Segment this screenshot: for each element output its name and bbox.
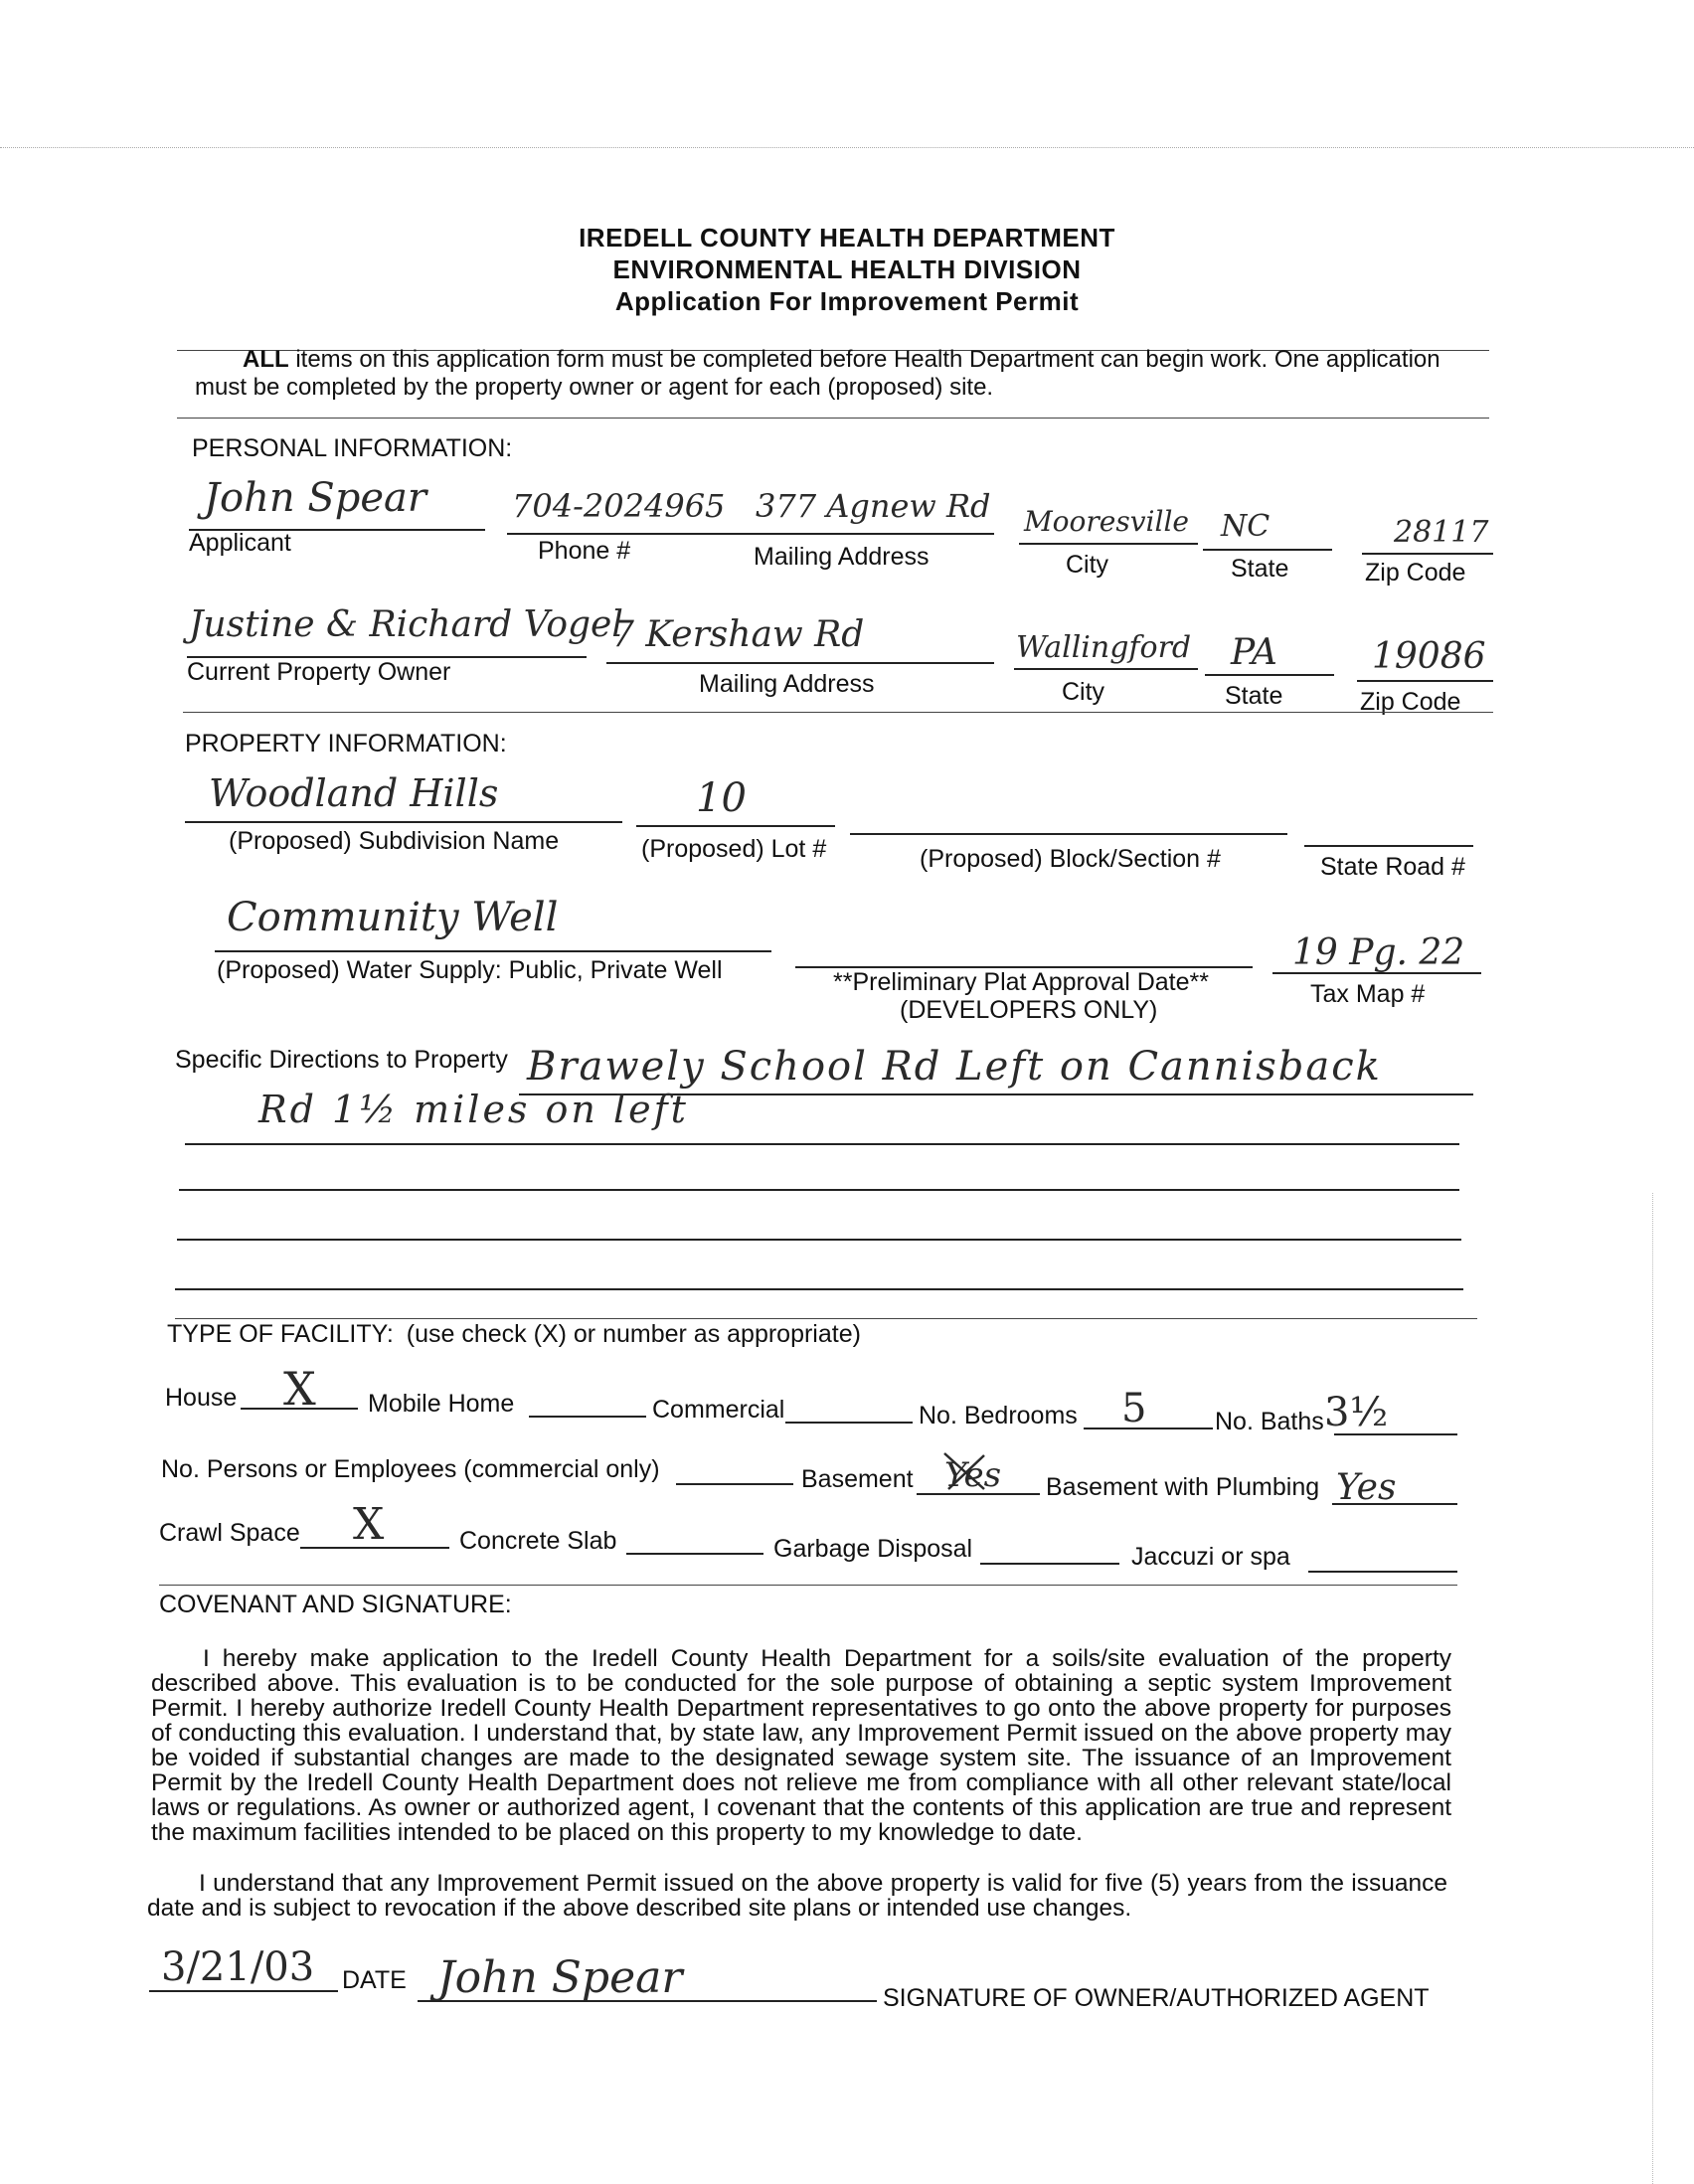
header-line1: IREDELL COUNTY HEALTH DEPARTMENT [579,223,1115,252]
facility-note: (use check (X) or number as appropriate) [406,1320,861,1348]
mobile-home-label: Mobile Home [368,1390,515,1418]
directions-line-5 [175,1288,1463,1290]
applicant-state-label: State [1231,555,1289,583]
directions-line-2 [185,1143,1459,1145]
road-label: State Road # [1320,853,1465,881]
baths-value[interactable]: 3½ [1324,1390,1389,1435]
basement-plumbing-label: Basement with Plumbing [1046,1473,1320,1501]
bedrooms-line [1084,1428,1213,1429]
concrete-slab-label: Concrete Slab [459,1527,617,1555]
signature-value[interactable]: John Spear [437,1952,683,2003]
basement-plumbing-value[interactable]: Yes [1336,1467,1397,1508]
phone-label: Phone # [538,537,631,565]
applicant-city-label: City [1066,551,1109,579]
applicant-phone-mailing-line [507,533,994,535]
directions-line-3 [179,1189,1459,1191]
header-line3: Application For Improvement Permit [614,286,1080,316]
top-border-line [0,147,1694,148]
road-line [1304,845,1473,847]
applicant-name-value[interactable]: John Spear [204,475,427,521]
intro-text [195,346,1497,402]
applicant-phone-value[interactable]: 704-2024965 [512,487,726,525]
block-line [850,833,1287,835]
owner-city-line [1014,668,1198,670]
owner-state-line [1205,674,1334,676]
owner-state-label: State [1225,682,1283,710]
applicant-label: Applicant [189,529,291,557]
date-line [149,1990,338,1992]
directions-line-4 [177,1239,1461,1241]
applicant-city-value[interactable]: Mooresville [1024,505,1189,538]
commercial-line [785,1422,913,1424]
applicant-mailing-label: Mailing Address [754,543,930,571]
directions-value-1[interactable]: Brawely School Rd Left on Cannisback [527,1044,1382,1090]
property-heading: PROPERTY INFORMATION: [185,730,507,757]
crawl-space-label: Crawl Space [159,1519,300,1547]
intro-text1: items on this application form must be completed before Health Department can begin work. One application [288,346,1440,373]
tax-map-line [1272,972,1481,974]
water-supply-line [215,950,771,952]
owner-mailing-value[interactable]: 7 Kershaw Rd [611,614,865,655]
garbage-line [980,1563,1119,1565]
basement-strike-mark [940,1449,990,1493]
date-label: DATE [342,1966,407,1994]
concrete-slab-line [626,1553,763,1555]
covenant-text-2: I understand that any Improvement Permit issued on the above property is valid for five (5) years from the issuance date and is subject to revocation if the above described site plans or intended use changes. [147,1870,1447,1922]
owner-state-value[interactable]: PA [1231,632,1277,673]
intro-lead: ALL [243,346,289,373]
lot-line [636,825,835,827]
facility-bottom-rule [159,1585,1457,1586]
subdivision-label: (Proposed) Subdivision Name [229,827,560,855]
subdivision-line [185,821,622,823]
intro-bottom-rule [177,418,1489,419]
developers-only-label: (DEVELOPERS ONLY) [900,996,1158,1024]
intro-text2: must be completed by the property owner or agent for each (proposed) site. [195,374,994,401]
applicant-mailing-value[interactable]: 377 Agnew Rd [756,487,991,525]
owner-zip-value[interactable]: 19086 [1372,636,1486,677]
covenant-paragraph-2 [147,1871,1447,1921]
header-line2: ENVIRONMENTAL HEALTH DIVISION [612,254,1082,284]
commercial-label: Commercial [652,1396,785,1424]
persons-label: No. Persons or Employees (commercial only) [161,1455,660,1483]
owner-zip-label: Zip Code [1360,688,1461,716]
covenant-heading: COVENANT AND SIGNATURE: [159,1591,512,1618]
owner-mailing-line [606,662,994,664]
owner-name-value[interactable]: Justine & Richard Vogel [189,604,623,645]
basement-label: Basement [801,1465,914,1493]
house-label: House [165,1384,238,1412]
applicant-city-line [1019,543,1198,545]
house-value[interactable]: X [283,1362,316,1416]
persons-line [676,1483,793,1485]
jacuzzi-label: Jaccuzi or spa [1131,1543,1290,1571]
directions-label: Specific Directions to Property [175,1046,508,1074]
owner-city-value[interactable]: Wallingford [1016,630,1192,665]
applicant-zip-value[interactable]: 28117 [1394,515,1489,550]
basement-value[interactable]: Yes [944,1455,1002,1495]
water-supply-label: (Proposed) Water Supply: Public, Private Well [217,956,723,984]
directions-value-2[interactable]: Rd 1½ miles on left [258,1088,689,1131]
facility-heading: TYPE OF FACILITY: [167,1320,394,1348]
date-value[interactable]: 3/21/03 [161,1944,315,1990]
plat-date-label: **Preliminary Plat Approval Date** [833,968,1209,996]
applicant-state-line [1203,549,1332,551]
baths-label: No. Baths [1215,1408,1324,1435]
owner-city-label: City [1062,678,1105,706]
block-label: (Proposed) Block/Section # [920,845,1221,873]
property-bottom-rule [175,1318,1477,1319]
personal-bottom-rule [183,712,1493,713]
garbage-label: Garbage Disposal [773,1535,973,1563]
subdivision-value[interactable]: Woodland Hills [209,771,499,815]
signature-label: SIGNATURE OF OWNER/AUTHORIZED AGENT [883,1984,1430,2012]
bedrooms-label: No. Bedrooms [919,1402,1078,1429]
signature-line [418,2000,877,2002]
covenant-text-1: I hereby make application to the Iredell County Health Department for a soils/site evaluation of the property described above. This evaluation is to be conducted for the sole purpose of obtaining a septic system Improvement Permit. I hereby authorize Iredell County Health Department representatives to go onto the above property for purposes of conducting this evaluation. I understand that, by state law, any Improvement Permit issued on the above property may be voided if substantial changes are made to the designated sewage system site. The issuance of an Improvement Permit by the Iredell County Health Department does not relieve me from compliance with all other relevant state/local laws or regulations. As owner or authorized agent, I covenant that the contents of this application are true and represent the maximum facilities intended to be placed on this property to my knowledge to date. [151,1645,1451,1846]
jacuzzi-line [1308,1571,1457,1573]
applicant-state-value[interactable]: NC [1221,509,1270,544]
right-edge-mark [1652,1193,1653,2184]
tax-map-label: Tax Map # [1310,980,1426,1008]
applicant-zip-label: Zip Code [1365,559,1466,587]
lot-label: (Proposed) Lot # [641,835,827,863]
mobile-home-line [529,1416,646,1418]
covenant-paragraph-1 [151,1646,1451,1845]
water-supply-value[interactable]: Community Well [227,895,559,940]
applicant-zip-line [1362,553,1493,555]
facility-heading-row [167,1320,861,1349]
personal-heading: PERSONAL INFORMATION: [192,434,513,462]
lot-value[interactable]: 10 [696,775,747,821]
owner-label: Current Property Owner [187,658,451,686]
owner-zip-line [1357,680,1493,682]
owner-mailing-label: Mailing Address [699,670,875,698]
crawl-space-value[interactable]: X [353,1499,385,1550]
bedrooms-value[interactable]: 5 [1121,1386,1147,1431]
tax-map-value[interactable]: 19 Pg. 22 [1292,932,1465,973]
